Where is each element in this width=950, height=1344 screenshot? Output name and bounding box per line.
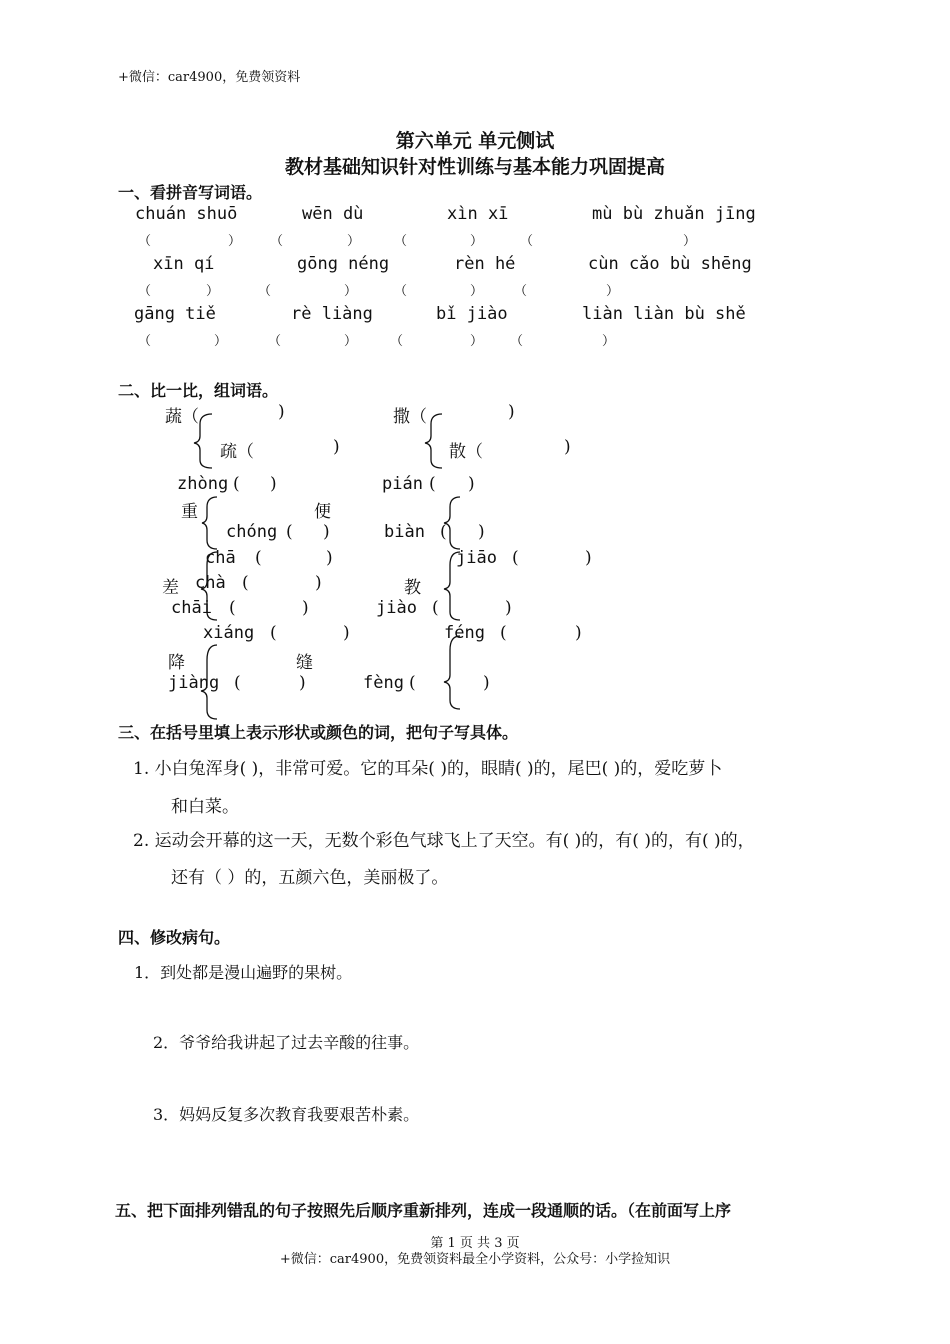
paren-close: ) — [505, 598, 512, 618]
answer-bracket-open: （ — [390, 334, 404, 349]
paren-close: ) — [575, 623, 582, 643]
pinyin-item: féng — [444, 623, 485, 643]
pinyin-item: chà — [195, 573, 226, 593]
page-subtitle: 教材基础知识针对性训练与基本能力巩固提高 — [284, 156, 665, 178]
paren-open: ( — [233, 474, 240, 494]
pinyin-item: liàn liàn bù shě — [582, 304, 746, 324]
exercise-line: 还有（ ）的，五颜六色，美丽极了。 — [171, 868, 449, 888]
polyphone-char: 重 — [181, 502, 198, 522]
paren-open: ( — [255, 548, 262, 568]
answer-bracket-open: （ — [138, 234, 152, 249]
paren-close: ) — [302, 598, 309, 618]
pinyin-item: gōng néng — [297, 254, 390, 274]
answer-bracket-close: ） — [683, 234, 697, 249]
compare-char: 蔬（ — [165, 407, 199, 427]
answer-bracket-close: ） — [344, 284, 358, 299]
answer-bracket-close: ） — [602, 334, 616, 349]
answer-bracket-open: （ — [514, 284, 528, 299]
compare-char: 撒（ — [393, 407, 427, 427]
pinyin-item: chāi — [171, 598, 212, 618]
answer-bracket-open: （ — [394, 284, 408, 299]
answer-bracket-close: ） — [344, 334, 358, 349]
section4-heading: 四、修改病句。 — [118, 928, 231, 947]
brace-cha — [201, 552, 217, 620]
polyphone-char: 便 — [314, 502, 331, 522]
paren-close: ) — [326, 548, 333, 568]
sentence-item: 3．妈妈反复多次教育我要艰苦朴素。 — [153, 1105, 420, 1124]
answer-bracket-open: （ — [138, 284, 152, 299]
pinyin-item: jiāo — [456, 548, 497, 568]
pinyin-item: xīn qí — [153, 254, 215, 274]
section2-heading: 二、比一比，组词语。 — [118, 381, 279, 400]
pinyin-item: zhòng — [177, 474, 229, 494]
exercise-line: 1. 小白兔浑身( )，非常可爱。它的耳朵( )的，眼睛( )的，尾巴( )的，爱吃萝卜 — [133, 759, 723, 779]
paren-close: ) — [270, 474, 277, 494]
paren-close: ) — [333, 437, 340, 457]
polyphone-char: 降 — [168, 653, 185, 673]
brace-jiao — [444, 552, 460, 620]
answer-bracket-open: （ — [268, 334, 282, 349]
answer-bracket-close: ） — [347, 234, 361, 249]
paren-open: ( — [234, 673, 241, 693]
paren-close: ) — [278, 402, 285, 422]
answer-bracket-close: ） — [206, 284, 220, 299]
paren-open: ( — [512, 548, 519, 568]
paren-open: ( — [286, 522, 293, 542]
compare-char: 散（ — [449, 442, 483, 462]
exercise-line: 2. 运动会开幕的这一天，无数个彩色气球飞上了天空。有( )的，有( )的，有( )的， — [133, 831, 755, 851]
paren-open: ( — [429, 474, 436, 494]
answer-bracket-open: （ — [258, 284, 272, 299]
paren-close: ) — [508, 402, 515, 422]
pinyin-item: jiào — [376, 598, 417, 618]
brace-shu — [194, 414, 212, 468]
pinyin-item: fèng — [363, 673, 404, 693]
pinyin-item: mù bù zhuǎn jīng — [592, 204, 756, 224]
polyphone-char: 缝 — [296, 653, 313, 673]
answer-bracket-open: （ — [270, 234, 284, 249]
paren-close: ) — [323, 522, 330, 542]
paren-close: ) — [585, 548, 592, 568]
page-title: 第六单元 单元侧试 — [395, 130, 555, 152]
footer-note: +微信：car4900，免费领资料最全小学资料，公众号：小学捡知识 — [279, 1252, 671, 1267]
answer-bracket-open: （ — [394, 234, 408, 249]
answer-bracket-close: ） — [470, 234, 484, 249]
paren-close: ) — [468, 474, 475, 494]
header-note: +微信：car4900，免费领资料 — [118, 70, 301, 85]
answer-bracket-close: ） — [214, 334, 228, 349]
sentence-item: 2．爷爷给我讲起了过去辛酸的往事。 — [153, 1033, 420, 1052]
polyphone-char: 差 — [162, 578, 179, 598]
pinyin-item: chuán shuō — [135, 204, 238, 224]
section3-heading: 三、在括号里填上表示形状或颜色的词，把句子写具体。 — [118, 723, 519, 742]
pinyin-item: rèn hé — [454, 254, 516, 274]
brace-sa — [425, 414, 442, 468]
paren-close: ) — [299, 673, 306, 693]
pinyin-item: chā — [205, 548, 236, 568]
pinyin-item: wēn dù — [302, 204, 364, 224]
brace-zhong — [202, 497, 217, 549]
section1-heading: 一、看拼音写词语。 — [118, 183, 263, 202]
brace-jiang — [201, 645, 217, 719]
answer-bracket-open: （ — [138, 334, 152, 349]
pinyin-item: jiàng — [168, 673, 220, 693]
answer-bracket-open: （ — [520, 234, 534, 249]
answer-bracket-close: ） — [470, 334, 484, 349]
pinyin-item: cùn cǎo bù shēng — [588, 254, 752, 274]
pinyin-item: rè liàng — [291, 304, 373, 324]
paren-open: ( — [242, 573, 249, 593]
paren-open: ( — [409, 673, 416, 693]
answer-bracket-close: ） — [228, 234, 242, 249]
pinyin-item: xiáng — [203, 623, 255, 643]
page-number: 第 1 页 共 3 页 — [430, 1236, 520, 1251]
sentence-item: 1．到处都是漫山遍野的果树。 — [134, 963, 353, 982]
paren-close: ) — [478, 522, 485, 542]
paren-close: ) — [343, 623, 350, 643]
compare-char: 疏（ — [220, 442, 254, 462]
paren-open: ( — [432, 598, 439, 618]
answer-bracket-open: （ — [510, 334, 524, 349]
answer-bracket-close: ） — [470, 284, 484, 299]
paren-close: ) — [564, 437, 571, 457]
brace-feng — [444, 636, 460, 709]
paren-open: ( — [440, 522, 447, 542]
exercise-line: 和白菜。 — [171, 797, 239, 817]
pinyin-item: pián — [382, 474, 423, 494]
pinyin-item: bǐ jiào — [436, 304, 508, 324]
pinyin-item: xìn xī — [447, 204, 509, 224]
paren-close: ) — [483, 673, 490, 693]
pinyin-item: biàn — [384, 522, 425, 542]
pinyin-item: chóng — [226, 522, 278, 542]
paren-open: ( — [500, 623, 507, 643]
answer-bracket-close: ） — [606, 284, 620, 299]
section5-heading: 五、把下面排列错乱的句子按照先后顺序重新排列，连成一段通顺的话。（在前面写上序 — [115, 1201, 732, 1220]
paren-close: ) — [315, 573, 322, 593]
paren-open: ( — [270, 623, 277, 643]
polyphone-char: 教 — [404, 578, 421, 598]
brace-pian — [444, 497, 460, 549]
paren-open: ( — [229, 598, 236, 618]
pinyin-item: gāng tiě — [134, 304, 216, 324]
